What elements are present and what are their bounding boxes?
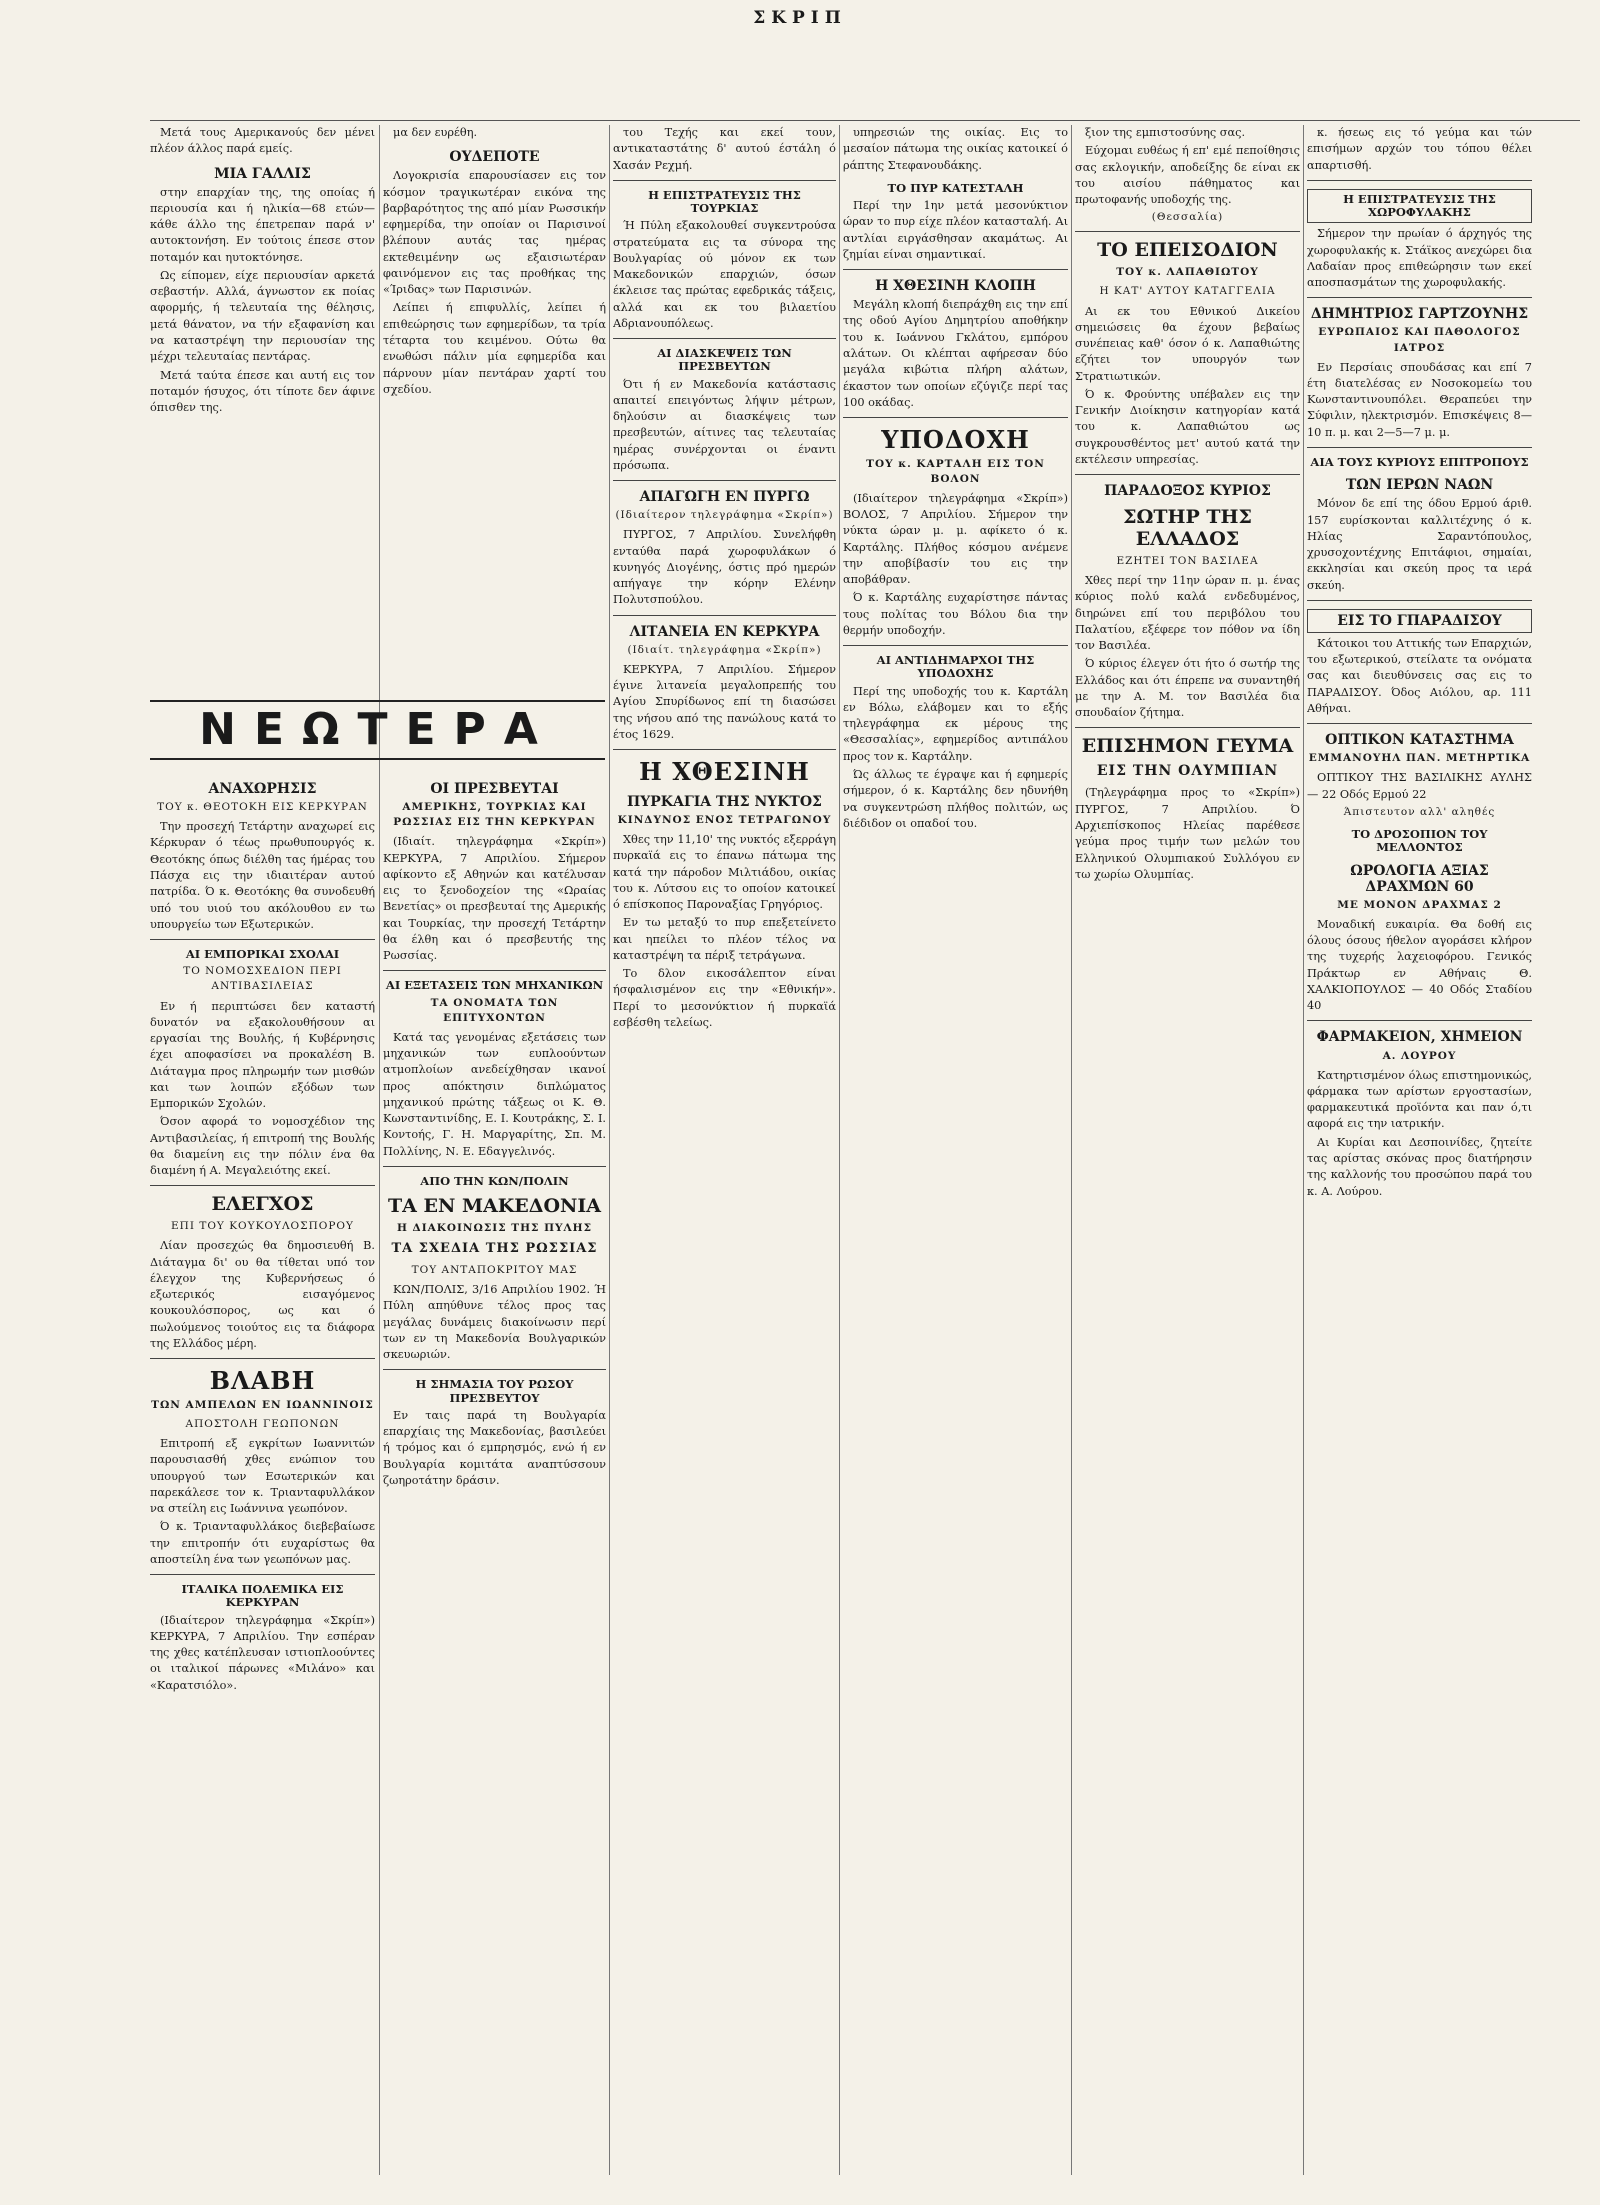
article-text: Το δλον εικοσάλεπτον είναι ήσφαλισμένον εις την «Εθνικήν». Περί το μεσονύκτιον ή πυρκαϊά εσβέσθη τελείως. [613,967,836,1029]
headline-ieron-naon: ΤΩΝ ΙΕΡΩΝ ΝΑΩΝ [1345,477,1494,494]
advert-text: Αι Κυρίαι και Δεσποινίδες, ζητείτε τας αρίστας σκόνας προς διατήρησιν της καλλονής του προσώπου παρά του κ. Α. Λούρου. [1307,1135,1532,1198]
subheadline: ΕΜΜΑΝΟΥΗΛ ΠΑΝ. ΜΕΤΗΡΤΙΚΑ [1308,752,1531,765]
subheadline: ΤΟ ΝΟΜΟΣΧΕΔΙΟΝ ΠΕΡΙ ΑΝΤΙΒΑΣΙΛΕΙΑΣ [183,965,342,993]
headline-paradisou: ΕΙΣ ΤΟ ΓΠΑΡΑΔΙΣΟΥ [1307,609,1532,633]
headline-ypodoxi: ΥΠΟΔΟΧΗ [881,425,1030,455]
advert-text: Εν Περσίαις σπουδάσας και επί 7 έτη διατελέσας εν Νοσοκομείω του Κωνσταντινουπόλει. Θεραπεύει την Σύφιλιν, ηλεκτρισμόν. Επισκέψεις 8—10 π. μ. και 2—5—7 μ. μ. [1307,360,1532,439]
divider [383,970,606,971]
article-text: ξιον της εμπιστοσύνης σας. [1085,126,1246,139]
article-text: στην επαρχίαν της, της οποίας ή περιουσία και ή ηλικία—68 ετών—κάθε άλλο της έπετρεπαν παρά ν' αυτοκτονήση. Εν τούτοις έπεσε στον ποταμόν και ηυτοκτόνησε. [150,185,375,264]
advert-tagline: Άπιστευτον αλλ' αληθές [1343,806,1496,818]
top-rule [150,120,1580,121]
subheadline: ΤΟΥ κ. ΛΑΠΑΘΙΩΤΟΥ [1116,266,1259,279]
headline-italika: ΙΤΑΛΙΚΑ ΠΟΛΕΜΙΚΑ ΕΙΣ ΚΕΡΚΥΡΑΝ [181,1582,344,1610]
divider [1075,727,1300,728]
subheadline: ΤΟΥ ΑΝΤΑΠΟΚΡΙΤΟΥ ΜΑΣ [411,1263,578,1276]
headline-epistrateusis: Η ΕΠΙΣΤΡΑΤΕΥΣΙΣ ΤΗΣ ΤΟΥΡΚΙΑΣ [648,187,801,216]
divider [843,417,1068,418]
divider [843,269,1068,270]
headline-sotir: ΣΩΤΗΡ ΤΗΣ ΕΛΛΑΔΟΣ [1123,506,1252,551]
headline-mia-gallis: ΜΙΑ ΓΑΛΛΙΣ [214,165,311,182]
article-text: (Ιδιαίτερον τηλεγράφημα «Σκρίπ») ΚΕΡΚΥΡΑ, 7 Απριλίου. Την εσπέραν της χθες κατέπλευσαν ιστιοπλοούντες οι ιταλικοί πάρωνες «Μιλάνο» και «Καρατσιόλο». [150,1613,375,1692]
subheadline: ΜΕ ΜΟΝΟΝ ΔΡΑΧΜΑΣ 2 [1337,898,1502,911]
article-text: κ. ήσεως εις τό γεύμα και τών επισήμων αρχών του τόπου θέλει απαρτισθή. [1307,126,1532,172]
headline-gartzounis: ΔΗΜΗΤΡΙΟΣ ΓΑΡΤΖΟΥΝΗΣ [1310,306,1529,323]
column-3 [613,125,836,2175]
subheadline: ΕΠΙ ΤΟΥ ΚΟΥΚΟΥΛΟΣΠΟΡΟΥ [171,1220,354,1233]
column-divider [839,125,840,2175]
article-text: (Τηλεγράφημα προς το «Σκρίπ») ΠΥΡΓΟΣ, 7 Απριλίου. Ό Αρχιεπίσκοπος Ηλείας παρέθεσε γεύμα προς τιμήν των μελών του Ελληνικού Ολυμπιακού Συλλόγου εν τω χωρίω Ολυμπίας. [1075,786,1300,881]
advert-text: ΟΠΤΙΚΟΥ ΤΗΣ ΒΑΣΙΛΙΚΗΣ ΑΥΛΗΣ — 22 Οδός Ερμού 22 [1307,771,1532,801]
divider [613,749,836,750]
divider [383,1369,606,1370]
article-text: Εύχομαι ευθέως ή επ' εμέ πεποίθησις σας εκλογικήν, αποδείξης δε είναι εκ του αισίου πάθηματος και πρωτοφανής υποδοχής της. [1075,144,1300,207]
column-divider [1071,125,1072,2175]
divider [150,1185,375,1186]
article-text: Περί την 1ην μετά μεσονύκτιον ώραν το πυρ είχε πλέον κατασταλή. Αι αντλίαι ειργάσθησαν ακαμάτως. Αι ζημίαι είναι σημαντικαί. [843,199,1068,261]
article-text: Εν ή περιπτώσει δεν καταστή δυνατόν να εξακολουθήσουν αι εργασίαι της Βουλής, ή Κυβέρνησις έχει αποφασίσει να προκαλέση Β. Διάταγμα προς πληρωμήν των μισθών και των λοιπών εξόδων των Εμπορικών Σχολών. [150,999,375,1111]
subheadline: ΤΩΝ ΑΜΠΕΛΩΝ ΕΝ ΙΩΑΝΝΙΝΟΙΣ [151,1398,374,1411]
headline-apagogi: ΑΠΑΓΩΓΗ ΕΝ ΠΥΡΓΩ [639,489,810,506]
column-2 [383,125,606,2175]
headline-paradoxos: ΠΑΡΑΔΟΞΟΣ ΚΥΡΙΟΣ [1104,483,1271,500]
subheadline: ΤΟΥ κ. ΚΑΡΤΑΛΗ ΕΙΣ ΤΟΝ ΒΟΛΟΝ [866,457,1045,485]
subheadline: ΤΑ ΟΝΟΜΑΤΑ ΤΩΝ ΕΠΙΤΥΧΟΝΤΩΝ [430,996,559,1024]
subheadline: Α. ΛΟΥΡΟΥ [1382,1049,1457,1062]
headline-pyr: ΤΟ ΠΥΡ ΚΑΤΕΣΤΑΛΗ [887,180,1024,195]
headline-epeisodion: ΤΟ ΕΠΕΙΣΟΔΙΟΝ [1097,239,1278,262]
article-text: Επιτροπή εξ εγκρίτων Ιωαννιτών παρουσιασθή χθες ενώπιον του υπουργού των Εσωτερικών και παρεκάλεσε τον κ. Τριανταφυλλάκον να στείλη εις Ιωάννινα γεωπόνον. [150,1437,375,1516]
article-text: Σήμερον την πρωίαν ό άρχηγός της χωροφυλακής κ. Στάϊκος ανεχώρει δια Λαδαίαν προς επιθεώρησιν των εκεί αποσπασμάτων της χωροφυλακής. [1307,227,1532,290]
article-text: Λίαν προσεχώς θα δημοσιευθή Β. Διάταγμα δι' ου θα τίθεται υπό τον έλεγχον της Κυβερνήσεως ό εξωτερικός εισαγόμενος κουκουλόσπορος, ως και ό πωλούμενος τοιούτος εις τα διάφορα της Ελλάδος μέρη. [150,1239,375,1350]
subheadline: ΤΑ ΣΧΕΔΙΑ ΤΗΣ ΡΩΣΣΙΑΣ [391,1241,598,1257]
subheadline: ΕΙΣ ΤΗΝ ΟΛΥΜΠΙΑΝ [1096,763,1279,780]
headline-ypiresies: Η ΕΠΙΣΤΡΑΤΕΥΣΙΣ ΤΗΣ ΧΩΡΟΦΥΛΑΚΗΣ [1307,189,1532,223]
divider [613,480,836,481]
headline-vlavi: ΒΛΑΒΗ [209,1366,316,1396]
source-note: (Θεσσαλία) [1151,211,1224,224]
banner-spacer [383,703,606,773]
divider [1307,1020,1532,1021]
column-divider [1303,125,1304,2175]
headline-droso: ΤΟ ΔΡΟΣΟΠΙΟΝ ΤΟΥ ΜΕΛΛΟΝΤΟΣ [1351,827,1488,855]
subheadline: ΑΠΟΣΤΟΛΗ ΓΕΩΠΟΝΩΝ [185,1417,340,1430]
article-text: (Ιδιαίτ. τηλεγράφημα «Σκρίπ») ΚΕΡΚΥΡΑ, 7 Απριλίου. Σήμερον αφίκοντο εξ Αθηνών και κατέλυσαν εις το ξενοδοχείον της «Ωραίας Βενετίας» οι πρεσβευταί της Αμερικής και Τουρκίας, την προσεχή Τετάρτην θα έλθη και ό πρεσβευτής της Ρωσσίας. [383,835,606,963]
divider [150,1358,375,1359]
article-text: Λείπει ή επιφυλλίς, λείπει ή επιθεώρησις των εφημερίδων, τα τρία τέταρτα του κειμένου. Ούτω θα ενωθώσι πάλιν μία εφημερίδα και πάρνουν μίαν πεντάραν χαρτί του σχεδίου. [383,301,606,396]
article-text: Χθες περί την 11ην ώραν π. μ. ένας κύριος πολύ καλά ενδεδυμένος, διηρώνει επί του περιβόλου του Παλατίου, εξέφερε τον πόθον να ίδη τον Βασιλέα. [1075,574,1300,653]
divider [1307,297,1532,298]
advert-text: Μοναδική ευκαιρία. Θα δοθή εις όλους όσους ήθελον αγοράσει κλήρον της τυχερής λαχειοφόρου. Γενικός Πράκτωρ εν Αθήναις Θ. ΧΑΛΚΙΟΠΟΥΛΟΣ — 40 Οδός Σταδίου 40 [1307,917,1532,1013]
subheadline: (Ιδιαίτερον τηλεγράφημα «Σκρίπ») [615,509,834,522]
article-text: ΠΥΡΓΟΣ, 7 Απριλίου. Συνελήφθη ενταύθα παρά χωροφυλάκων ό κυνηγός Διογένης, όστις πρό ημερών απήγαγε την κόρην Ελένην Πολυτσπούλου. [613,528,836,607]
headline-pyrkagia: ΠΥΡΚΑΓΙΑ ΤΗΣ ΝΥΚΤΟΣ [627,793,822,810]
column-4 [843,125,1068,2175]
article-text: Ως είπομεν, είχε περιουσίαν αρκετά σεβαστήν. Αλλά, άγνωστον εκ ποίας αφορμής, ή τελευταία της θέλησις, μετά θάνατον, να τήν εξαφανίση και να καταστρέψη την περιουσίαν της μέχρι τελευταίας πεντάρας. [150,268,375,364]
headline-emporikai: ΑΙ ΕΜΠΟΡΙΚΑΙ ΣΧΟΛΑΙ [185,947,340,962]
article-text: Ό κύριος έλεγεν ότι ήτο ό σωτήρ της Ελλάδος και ότι έπρεπε να συναντηθή με την Α. Μ. τον Βασιλέα δια σπουδαίον ζήτημα. [1075,657,1300,720]
article-text: Ό κ. Καρτάλης ευχαρίστησε πάντας τους πολίτας του Βόλου δια την θερμήν υποδοχήν. [843,591,1068,637]
column-1-top [150,125,375,703]
headline-oudepote: ΟΥΔΕΠΟΤΕ [449,149,540,166]
article-text: Ό κ. Φρούντης υπέβαλεν εις την Γενικήν Διοίκησιν κατηγορίαν κατά του κ. Λαπαθιώτου ως συγκρουσθέντος μετ' αυτού κατά την εκτέλεσιν υπηρεσίας. [1075,387,1300,466]
divider [613,180,836,181]
headline-farmakeion: ΦΑΡΜΑΚΕΙΟΝ, ΧΗΜΕΙΟΝ [1316,1029,1523,1046]
article-text: Την προσεχή Τετάρτην αναχωρεί εις Κέρκυραν ό τέως πρωθυπουργός κ. Θεοτόκης όπως διέλθη τας ήμέρας του Πάσχα εις την ιδιαιτέραν αυτού πατρίδα. Ό κ. Θεοτόκης θα συνοδευθή υπό του υιού του ακόλουθου εν τω υπουργείω των Εξωτερικών. [150,820,375,931]
article-text: Μετά τους Αμερικανούς δεν μένει πλέον άλλος παρά εμείς. [150,126,375,156]
divider [843,645,1068,646]
article-text: μα δεν ευρέθη. [393,126,478,139]
masthead-title: ΣΚΡΙΠ [753,8,847,28]
subheadline: ΤΟΥ κ. ΘΕΟΤΟΚΗ ΕΙΣ ΚΕΡΚΥΡΑΝ [157,801,368,814]
subheadline: ΚΙΝΔΥΝΟΣ ΕΝΟΣ ΤΕΤΡΑΓΩΝΟΥ [617,813,832,826]
divider [1075,474,1300,475]
divider [383,1166,606,1167]
article-text: Περί της υποδοχής του κ. Καρτάλη εν Βόλω, ελάβομεν και το εξής τηλεγράφημα εκ μέρους της «Θεσσαλίας», εφημερίδος αντιπάλου προς τον κ. Καρτάλην. [843,684,1068,763]
divider [613,338,836,339]
headline-klopi: Η ΧΘΕΣΙΝΗ ΚΛΟΠΗ [875,278,1036,295]
headline-presveftai: ΟΙ ΠΡΕΣΒΕΥΤΑΙ [430,781,559,797]
subheadline: Η ΚΑΤ' ΑΥΤΟΥ ΚΑΤΑΓΓΕΛΙΑ [1099,285,1276,298]
article-text: υπηρεσιών της οικίας. Εις το μεσαίον πάτωμα της οικίας κατοικεί ό ράπτης Στεφανουδάκης. [843,126,1068,172]
headline-orologia: ΩΡΟΛΟΓΙΑ ΑΞΙΑΣ ΔΡΑΧΜΩΝ 60 [1350,862,1489,895]
column-divider [609,125,610,2175]
article-text: ΚΕΡΚΥΡΑ, 7 Απριλίου. Σήμερον έγινε λιτανεία μεγαλοπρεπής του Αγίου Σπυρίδωνος επί τη διασώσει της νήσου από της πανώλους κατά το έτος 1629. [613,662,836,741]
article-text: Κατά τας γενομένας εξετάσεις των μηχανικών των ευπλοούντων ατμοπλοίων ανεδείχθησαν ικανοί προς απόκτησιν διπλώματος μηχανικού πρώτης τάξεως οι Κ. Θ. Κωνσταντινίδης, Ε. Ι. Κουτράκης, Σ. Ι. Κοντοής, Γ. Η. Μαργαρίτης, Σπ. Μ. Πολλίνης, Ν. Ε. Εδαγγελινός. [383,1030,606,1158]
article-text: Μεγάλη κλοπή διεπράχθη εις την επί της οδού Αγίου Δημητρίου αποθήκην του κ. Ιωάννου Γκλάτου, εμπόρου αλάτων. Οι κλέπται αφήρεσαν δύο μεγάλα κιβώτια πλήρη αλάτων, έκαστον των οποίων εζύγιζε περί τας 100 οκάδας. [843,298,1068,409]
advert-text: Μόνον δε επί της όδου Ερμού άριθ. 157 ευρίσκονται καλλιτέχνης ό κ. Ηλίας Σαραντόπουλος, χρυσοχοντέχνης Επιτάφιοι, σημαίαι, εκκλησίαι και σκεύη προς τα ιερά σκεύη. [1307,497,1532,592]
article-text: Ώς άλλως τε έγραψε και ή εφημερίς σήμερον, ό κ. Καρτάλης δεν ηδυνήθη να συγκεντρώση πλήθος πολιτών, ως διέδιδον οι οπαδοί του. [843,768,1068,830]
article-text: Εν τω μεταξύ το πυρ επεξετείνετο και ηπείλει το πλέον τέλος να καταστρέψη τα πέριξ τετράγωνα. [613,916,836,962]
divider [150,939,375,940]
headline-optikon: ΟΠΤΙΚΟΝ ΚΑΤΑΣΤΗΜΑ [1325,732,1514,749]
divider [1075,231,1300,232]
divider [1307,180,1532,181]
headline-siemasia: Η ΣΗΜΑΣΙΑ ΤΟΥ ΡΩΣΟΥ ΠΡΕΣΒΕΥΤΟΥ [415,1377,574,1405]
article-text: του Τεχής και εκεί τουν, αντικαταστάτης δ' αυτού έστάλη ό Χασάν Ρεχμή. [613,126,836,172]
article-text: Ή Πύλη εξακολουθεί συγκεντρούσα στρατεύματα εις τα σύνορα της Βουλγαρίας ού μόνον εκ των Μακεδονικών επαρχιών, όσων έκλεισε τας πρώτας εφεδρικάς τάξεις, αλλά και εκ του βιλαετίου Αδριανουπόλεως. [613,219,836,330]
headline-konpolin: ΑΠΟ ΤΗΝ ΚΩΝ/ΠΟΛΙΝ [420,1174,569,1188]
headline-makedonia: ΤΑ ΕΝ ΜΑΚΕΔΟΝΙΑ [387,1195,602,1218]
article-text: Λογοκρισία επαρουσίασεν εις τον κόσμον τραγικωτέραν εικόνα της βαρβαρότητος της από μίαν Ρωσσικήν εφημερίδα, την οποίαν οι Παρισινοί βλέπουν αυτάς τας ημέρας εκτεθειμένην ως εξαισιωτέραν φαινόμενον εις τας προθήκας της «Ίριδας» των Παρισινών. [383,169,606,297]
headline-epitropos: ΑΙΑ ΤΟΥΣ ΚΥΡΙΟΥΣ ΕΠΙΤΡΟΠΟΥΣ [1310,454,1529,469]
headline-elegxos: ΕΛΕΓΧΟΣ [211,1193,314,1216]
article-text: Εν ταις παρά τη Βουλγαρία επαρχίαις της Μακεδονίας, βασιλεύει ή τρόμος και ό εμπρησμός, ενώ ή εν Βουλγαρία κομιτάτα αναπτύσσουν ζωηροτάτην δράσιν. [383,1408,606,1487]
article-text: Ότι ή εν Μακεδονία κατάστασις απαιτεί επειγόντως λήψιν μέτρων, δηλούσιν αι διασκέψεις των πρεσβευτών, αίτινες τας τελευταίας ημέρας συνέρχονται οι έναντι πρόσωπα. [613,377,836,472]
divider [1307,447,1532,448]
article-text: ΚΩΝ/ΠΟΛΙΣ, 3/16 Απριλίου 1902. Ή Πύλη απηύθυνε τέλος προς τας μεγάλας δυνάμεις διακοίνωσιν περί των εν τη Μακεδονία Βουλγαρικών σκευωριών. [383,1283,606,1362]
article-text: (Ιδιαίτερον τηλεγράφημα «Σκρίπ») ΒΟΛΟΣ, 7 Απριλίου. Σήμερον την νύκτα ώραν μ. μ. αφίκετο ό κ. Καρτάλης. Πλήθος κόσμου ανέμενε την αποβίβασίν του εις την αποβάθραν. [843,491,1068,587]
divider [1307,600,1532,601]
headline-antidimotikoi: ΑΙ ΑΝΤΙΔΗΜΑΡΧΟΙ ΤΗΣ ΥΠΟΔΟΧΗΣ [876,653,1035,681]
column-divider [379,125,380,2175]
headline-exetaseis: ΑΙ ΕΞΕΤΑΣΕΙΣ ΤΩΝ ΜΗΧΑΝΙΚΩΝ [385,978,604,993]
article-text: Χθες την 11,10' της νυκτός εξερράγη πυρκαϊά εις το έπανω πάτωμα της κατά την πάροδον Μιλτιάδου, οικίας του κ. Λύτσου εις το οποίον κατοικεί ό επίσκοπος Παροναξίας Γρηγόριος. [613,832,836,912]
subheadline: ΕΖΗΤΕΙ ΤΟΝ ΒΑΣΙΛΕΑ [1116,554,1259,567]
advert-text: Κάτοικοι του Αττικής των Επαρχιών, του εξωτερικού, στείλατε τα ονόματα σας και διευθύνσεις σας εις το ΠΑΡΑΔΙΣΟΥ. Όδος Αιόλου, αρ. 111 Αθήναι. [1307,636,1532,715]
subheadline: Η ΔΙΑΚΟΙΝΩΣΙΣ ΤΗΣ ΠΥΛΗΣ [396,1222,593,1235]
column-1 [150,125,375,2175]
article-text: Μετά ταύτα έπεσε και αυτή εις τον ποταμόν ήσυχος, ότι τίποτε δεν άφινε όπισθεν της. [150,368,375,415]
advert-text: Κατηρτισμένον όλως επιστημονικώς, φάρμακα των αρίστων εργοστασίων, φαρμακευτικά προϊόντα και παν ό,τι αφορά εις την ιατρικήν. [1307,1068,1532,1131]
article-text: Ό κ. Τριανταφυλλάκος διεβεβαίωσε την επιτροπήν ότι ευχαρίστως θα αποστείλη ένα των γεωπόνων μας. [150,1520,375,1566]
headline-litaneia: ΛΙΤΑΝΕΙΑ ΕΝ ΚΕΡΚΥΡΑ [629,623,820,640]
banner-neotera: ΝΕΩΤΕΡΑ [150,700,605,760]
subheadline: ΑΜΕΡΙΚΗΣ, ΤΟΥΡΚΙΑΣ ΚΑΙ ΡΩΣΣΙΑΣ ΕΙΣ ΤΗΝ ΚΕΡΚΥΡΑΝ [393,801,596,829]
headline-episimon: ΕΠΙΣΗΜΟΝ ΓΕΥΜΑ [1081,735,1294,758]
headline-diakeseis: ΑΙ ΔΙΑΣΚΕΨΕΙΣ ΤΩΝ ΠΡΕΣΒΕΥΤΩΝ [657,346,792,374]
headline-anaxorisis: ΑΝΑΧΩΡΗΣΙΣ [208,781,317,797]
column-6 [1307,125,1532,2175]
article-text: Αι εκ του Εθνικού Δικείου σημειώσεις θα έχουν βεβαίως συνέπειας καθ' όσον ό κ. Λαπαθιώτης εζήτει τον υπουργόν των Στρατιωτικών. [1075,304,1300,383]
divider [613,615,836,616]
subheadline: (Ιδιαίτ. τηλεγράφημα «Σκρίπ») [627,643,822,656]
divider [150,1574,375,1575]
divider [1307,723,1532,724]
headline-xthesini: Η ΧΘΕΣΙΝΗ [639,757,810,787]
subheadline: ΕΥΡΩΠΑΙΟΣ ΚΑΙ ΠΑΘΟΛΟΓΟΣ ΙΑΤΡΟΣ [1318,326,1521,354]
column-2-top [383,125,606,703]
column-5 [1075,125,1300,2175]
article-text: Όσον αφορά το νομοσχέδιον της Αντιβασιλείας, ή επιτροπή της Βουλής θα διαμείνη εις την πόλιν ένα θα διαμένη ή Α. Μεγαλειότης εκεί. [150,1115,375,1178]
